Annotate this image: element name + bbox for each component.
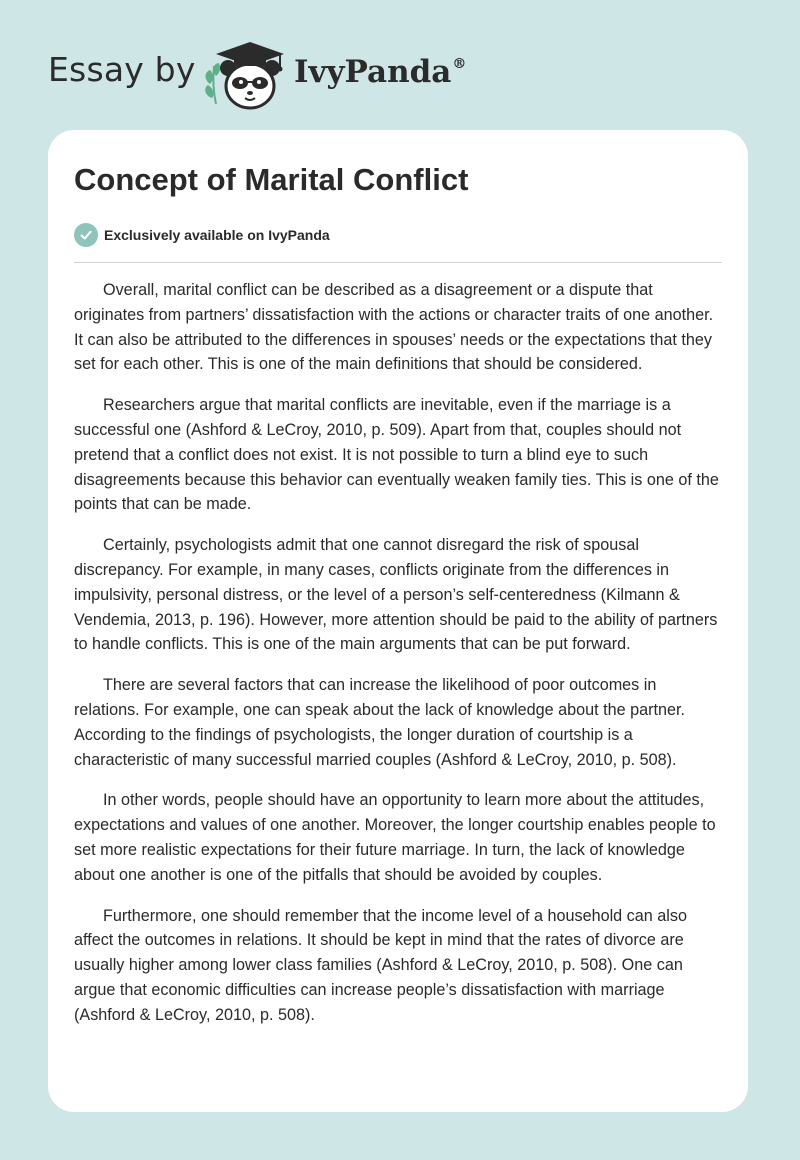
paragraph: Researchers argue that marital conflicts are inevitable, even if the marriage is a successful one (Ashford & LeCroy, 2010, p. 509). Apart from that, couples should not pretend that a conflict does not exist. It is not possible to turn a blind eye to such disagreements because this behavior can eventually weaken family ties. This is one of the points that can be made. — [74, 396, 719, 514]
essay-card — [48, 130, 748, 1112]
exclusive-badge — [74, 222, 330, 248]
divider — [74, 262, 722, 263]
badge-label: Exclusively available on IvyPanda — [104, 227, 330, 243]
brand-name[interactable]: IvyPanda® — [294, 54, 467, 90]
paragraph: In other words, people should have an opportunity to learn more about the attitudes, expectations and values of one another. Moreover, the longer courtship enables people to set more realistic expectations for their future marriage. In turn, the lack of knowledge about one another is one of the pitfalls that should be avoided by couples. — [74, 791, 716, 884]
paragraph: Certainly, psychologists admit that one cannot disregard the risk of spousal discrepancy. For example, in many cases, conflicts originate from the differences in impulsivity, personal distress, or the level of a person’s self-centeredness (Kilmann & Vendemia, 2013, p. 196). However, more attention should be paid to the ability of partners to handle conflicts. This is one of the main arguments that can be put forward. — [74, 536, 718, 654]
paragraph: There are several factors that can increase the likelihood of poor outcomes in relations. For example, one can speak about the lack of knowledge about the partner. According to the findings of psychologists, the longer duration of courtship is a characteristic of many successful married couples (Ashford & LeCroy, 2010, p. 508). — [74, 676, 686, 769]
check-circle-icon — [74, 223, 98, 247]
essay-body — [74, 278, 724, 1044]
panda-graduate-icon[interactable] — [200, 36, 288, 112]
paragraph: Overall, marital conflict can be described as a disagreement or a dispute that originates from partners’ dissatisfaction with the actions or character traits of one another. It can also be attributed to the differences in spouses’ needs or the expectations that they set for each other. This is one of the main definitions that should be considered. — [74, 281, 714, 374]
paragraph: Furthermore, one should remember that the income level of a household can also affect the outcomes in relations. It should be kept in mind that the rates of divorce are usually higher among lower class families (Ashford & LeCroy, 2010, p. 508). One can argue that economic difficulties can increase people’s dissatisfaction with marriage (Ashford & LeCroy, 2010, p. 508). — [74, 906, 687, 1024]
page-title: Concept of Marital Conflict — [74, 162, 469, 197]
essay-by-label: Essay by — [48, 50, 196, 89]
site-header — [48, 36, 748, 116]
